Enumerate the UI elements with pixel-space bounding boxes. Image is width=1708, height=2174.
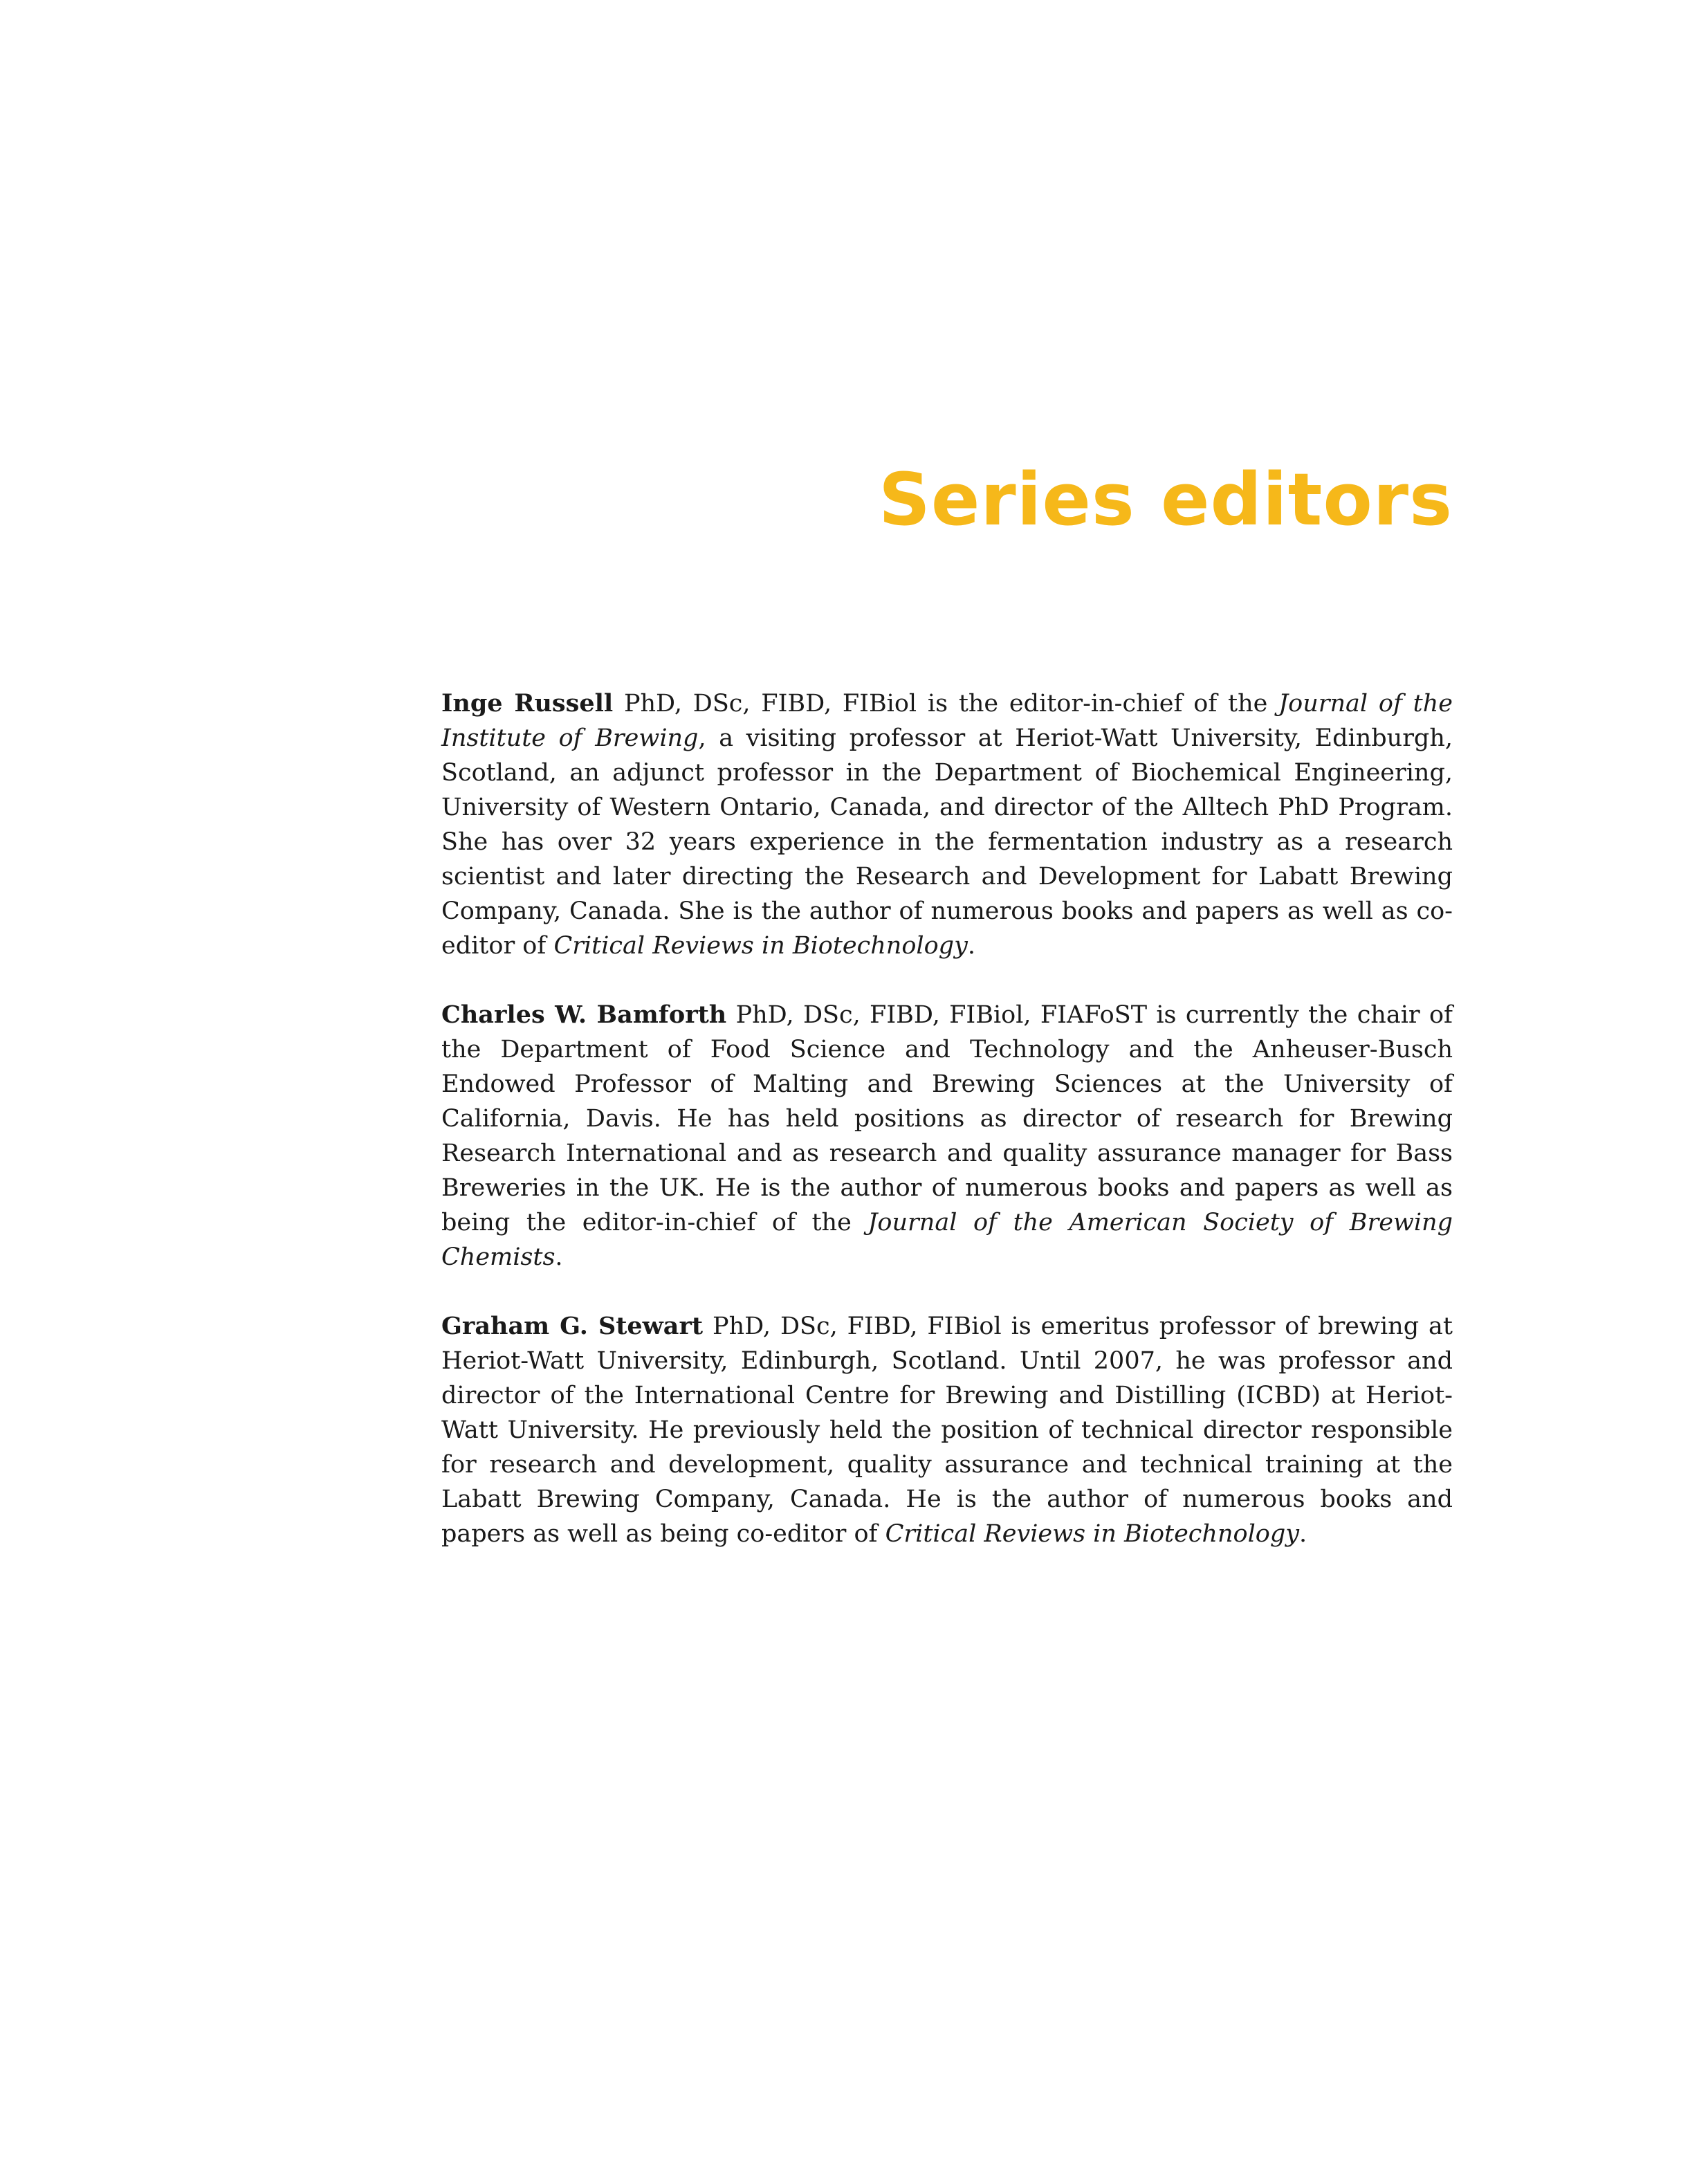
editor-name: Inge Russell	[441, 689, 614, 718]
editor-bio-stewart	[441, 1309, 1453, 1551]
journal-title: Critical Reviews in Biotechnology	[553, 932, 968, 960]
editor-name: Charles W. Bamforth	[441, 1001, 727, 1029]
bio-text: , a visiting professor at Heriot-Watt University, Edinburgh, Scotland, an adjunct professor in the Department of Biochemical Engineering, University of Western Ontario, Canada, and director of the Alltech PhD Program. She has over 32 years experience in the fermentation industry as a research scientist and later directing the Research and Development for Labatt Brewing Company, Canada. She is the author of numerous books and papers as well as co-editor of	[441, 724, 1453, 960]
journal-title: Journal of the American Society of Brewing Chemists	[441, 1209, 1453, 1271]
editor-bios	[441, 686, 1453, 1586]
editor-credentials: PhD, DSc, FIBD, FIBiol, FIAFoST is currently the chair of the Department of Food Science and Technology and the Anheuser-Busch Endowed Professor of Malting and Brewing Sciences at the University of California, Davis. He has held positions as director of research for Brewing Research International and as research and quality assurance manager for Bass Breweries in the UK. He is the author of numerous books and papers as well as being the editor-in-chief of the	[441, 1001, 1453, 1236]
journal-title: Critical Reviews in Biotechnology	[885, 1520, 1300, 1548]
editor-bio-bamforth	[441, 998, 1453, 1275]
journal-title: Journal of the Institute of Brewing	[441, 690, 1453, 752]
bio-text: .	[967, 932, 975, 960]
bio-text: .	[555, 1243, 563, 1271]
editor-credentials: PhD, DSc, FIBD, FIBiol is the editor-in-chief of the	[613, 690, 1279, 718]
bio-text: .	[1299, 1520, 1307, 1548]
editor-name: Graham G. Stewart	[441, 1312, 704, 1340]
page-title: Series editors	[878, 457, 1453, 542]
editor-credentials: PhD, DSc, FIBD, FIBiol is emeritus professor of brewing at Heriot-Watt University, Edinburgh, Scotland. Until 2007, he was professor and director of the International Centre for Brewing and Distilling (ICBD) at Heriot-Watt University. He previously held the position of technical director responsible for research and development, quality assurance and technical training at the Labatt Brewing Company, Canada. He is the author of numerous books and papers as well as being co-editor of	[441, 1313, 1453, 1548]
editor-bio-russell	[441, 686, 1453, 963]
